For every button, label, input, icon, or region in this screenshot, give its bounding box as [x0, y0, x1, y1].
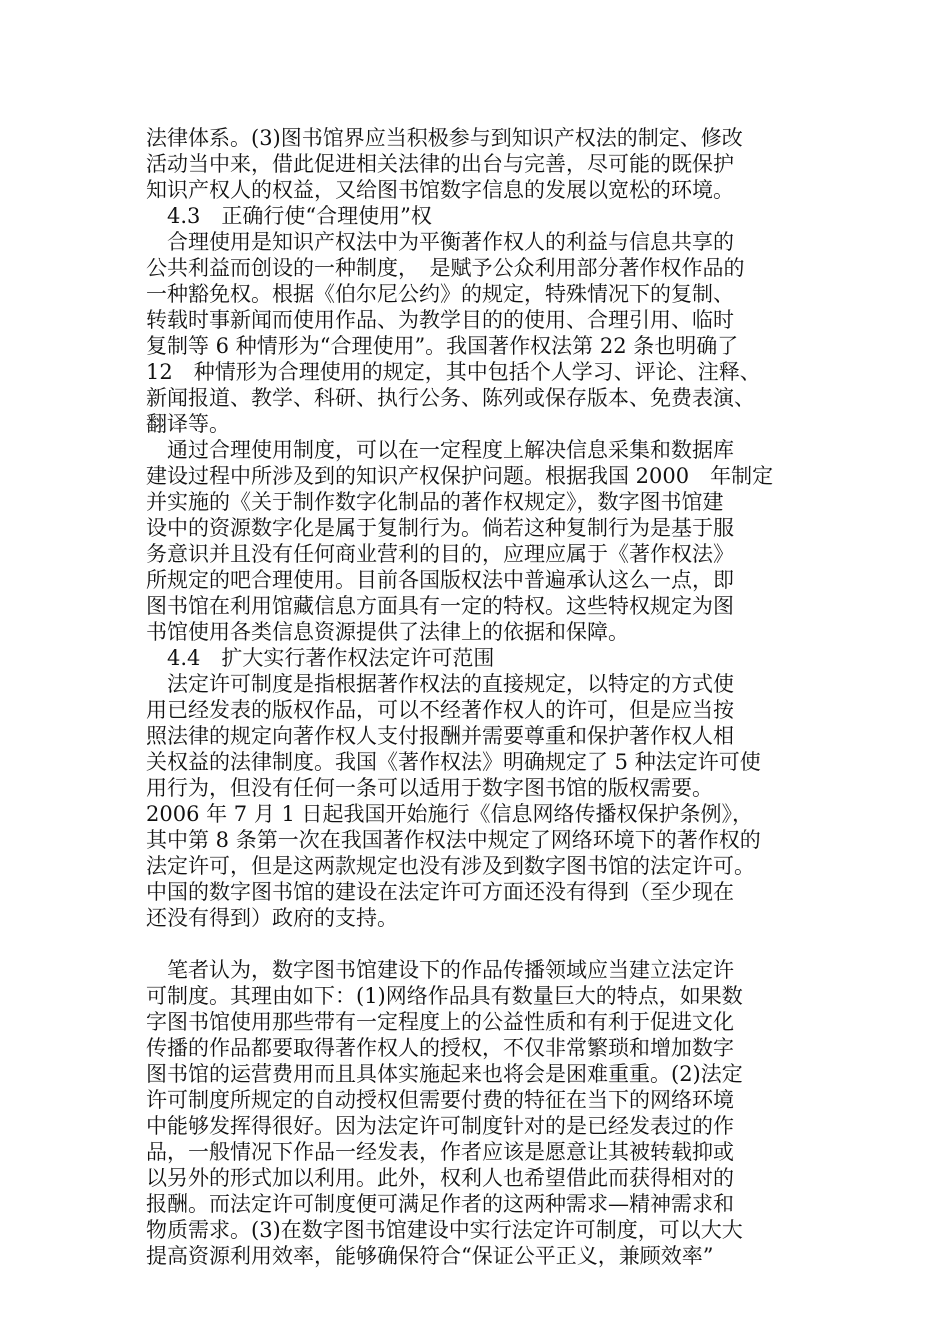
text-line: 还没有得到）政府的支持。 — [146, 906, 398, 930]
text-line: 用已经发表的版权作品，可以不经著作权人的许可，但是应当按 — [146, 698, 734, 722]
text-line: 知识产权人的权益，又给图书馆数字信息的发展以宽松的环境。 — [146, 178, 734, 202]
text-line: 法律体系。(3)图书馆界应当积极参与到知识产权法的制定、修改 — [146, 126, 743, 150]
text-line: 报酬。而法定许可制度便可满足作者的这两种需求—精神需求和 — [146, 1192, 734, 1216]
text-line: 中能够发挥得很好。因为法定许可制度针对的是已经发表过的作 — [146, 1114, 734, 1138]
text-line: 笔者认为，数字图书馆建设下的作品传播领域应当建立法定许 — [146, 958, 734, 982]
text-line: 活动当中来，借此促进相关法律的出台与完善，尽可能的既保护 — [146, 152, 734, 176]
text-line: 通过合理使用制度，可以在一定程度上解决信息采集和数据库 — [146, 438, 734, 462]
text-line: 传播的作品都要取得著作权人的授权，不仅非常繁琐和增加数字 — [146, 1036, 734, 1060]
text-line: 所规定的吧合理使用。目前各国版权法中普遍承认这么一点，即 — [146, 568, 734, 592]
text-line: 其中第 8 条第一次在我国著作权法中规定了网络环境下的著作权的 — [146, 828, 761, 852]
text-line: 转载时事新闻而使用作品、为教学目的的使用、合理引用、临时 — [146, 308, 734, 332]
text-line: 字图书馆使用那些带有一定程度上的公益性质和有利于促进文化 — [146, 1010, 734, 1034]
text-line: 许可制度所规定的自动授权但需要付费的特征在当下的网络环境 — [146, 1088, 734, 1112]
document-page — [146, 125, 806, 1269]
paragraph-fair-use-application — [146, 437, 806, 645]
text-line: 2006 年 7 月 1 日起我国开始施行《信息网络传播权保护条例》， — [146, 802, 754, 826]
text-line: 书馆使用各类信息资源提供了法律上的依据和保障。 — [146, 620, 629, 644]
text-line: 复制等 6 种情形为“合理使用”。我国著作权法第 22 条也明确了 — [146, 334, 739, 358]
text-line: 品，一般情况下作品一经发表，作者应该是愿意让其被转载抑或 — [146, 1140, 734, 1164]
section-heading-text: 4.4 扩大实行著作权法定许可范围 — [146, 646, 495, 670]
section-heading-4-4 — [146, 645, 806, 671]
text-line: 法定许可，但是这两款规定也没有涉及到数字图书馆的法定许可。 — [146, 854, 755, 878]
paragraph-spacer — [146, 931, 806, 957]
text-line: 12 种情形为合理使用的规定，其中包括个人学习、评论、注释、 — [146, 360, 761, 384]
text-line: 物质需求。(3)在数字图书馆建设中实行法定许可制度，可以大大 — [146, 1218, 743, 1242]
text-line: 法定许可制度是指根据著作权法的直接规定，以特定的方式使 — [146, 672, 734, 696]
text-line: 图书馆的运营费用而且具体实施起来也将会是困难重重。(2)法定 — [146, 1062, 743, 1086]
section-heading-4-3 — [146, 203, 806, 229]
paragraph-legal-system-continuation — [146, 125, 806, 203]
text-line: 新闻报道、教学、科研、执行公务、陈列或保存版本、免费表演、 — [146, 386, 755, 410]
text-line: 照法律的规定向著作权人支付报酬并需要尊重和保护著作权人相 — [146, 724, 734, 748]
section-heading-text: 4.3 正确行使“合理使用”权 — [146, 204, 432, 228]
text-line: 合理使用是知识产权法中为平衡著作权人的利益与信息共享的 — [146, 230, 734, 254]
text-line: 翻译等。 — [146, 412, 230, 436]
text-line: 公共利益而创设的一种制度， 是赋予公众利用部分著作权作品的 — [146, 256, 745, 280]
text-line: 关权益的法律制度。我国《著作权法》明确规定了 5 种法定许可使 — [146, 750, 761, 774]
text-line: 提高资源利用效率，能够确保符合“保证公平正义，兼顾效率” — [146, 1244, 714, 1268]
paragraph-fair-use-definition — [146, 229, 806, 437]
text-line: 一种豁免权。根据《伯尔尼公约》的规定，特殊情况下的复制、 — [146, 282, 734, 306]
text-line: 建设过程中所涉及到的知识产权保护问题。根据我国 2000 年制定 — [146, 464, 774, 488]
text-line: 中国的数字图书馆的建设在法定许可方面还没有得到（至少现在 — [146, 880, 734, 904]
text-line: 可制度。其理由如下：(1)网络作品具有数量巨大的特点，如果数 — [146, 984, 743, 1008]
text-line: 务意识并且没有任何商业营利的目的，应理应属于《著作权法》 — [146, 542, 734, 566]
paragraph-statutory-license-definition — [146, 671, 806, 931]
text-line: 以另外的形式加以利用。此外，权利人也希望借此而获得相对的 — [146, 1166, 734, 1190]
text-line: 图书馆在利用馆藏信息方面具有一定的特权。这些特权规定为图 — [146, 594, 734, 618]
text-line: 用行为，但没有任何一条可以适用于数字图书馆的版权需要。 — [146, 776, 713, 800]
paragraph-author-opinion — [146, 957, 806, 1269]
text-line: 并实施的《关于制作数字化制品的著作权规定》，数字图书馆建 — [146, 490, 724, 514]
text-line: 设中的资源数字化是属于复制行为。倘若这种复制行为是基于服 — [146, 516, 734, 540]
